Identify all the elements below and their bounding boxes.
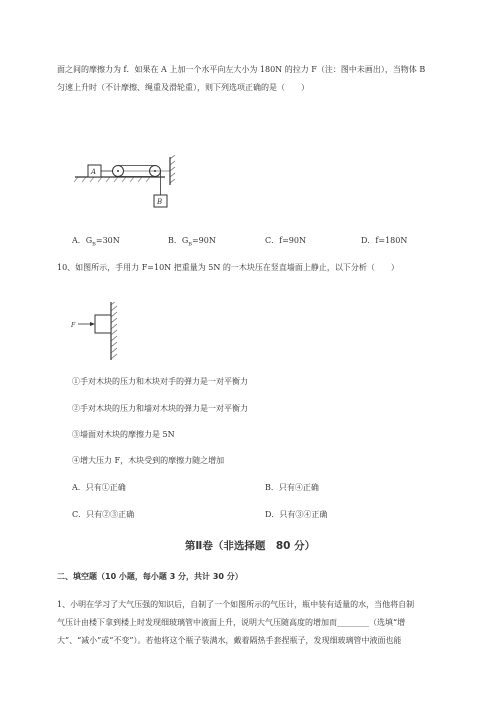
q9-option-b: B．$G_B=90N$	[168, 236, 216, 248]
part2-section-heading: 二、填空题（10 小题，每小题 3 分，共计 30 分）	[57, 572, 243, 581]
q9-text-line1: 面之间的摩擦力为 f．如果在 A 上加一个水平向左大小为 180N 的拉力 F（注：图中未画出），当物体 B	[57, 65, 426, 74]
q10-option-d: D．只有③④正确	[265, 510, 328, 519]
q10-option-c: C．只有②③正确	[72, 510, 135, 519]
q1-text-line2: 气压计由楼下拿到楼上时发现细玻璃管中液面上升，说明大气压随高度的增加而________（选填“增	[57, 618, 406, 627]
force-label-f: F	[71, 322, 76, 329]
q10-option-b: B．只有④正确	[265, 483, 319, 492]
part2-title: 第Ⅱ卷（非选择题 80 分）	[184, 540, 316, 552]
block-a-label: A	[91, 168, 97, 176]
q9-text-line2: 匀速上升时（不计摩擦、绳重及滑轮重），则下列选项正确的是（ ）	[57, 83, 309, 92]
q1-text-line3: 大”、“减小”或“不变”）。若他将这个瓶子装满水，戴着隔热手套捏瓶子，发现细玻璃管中液面也能	[57, 636, 402, 645]
q10-statement-4: ④增大压力 F，木块受到的摩擦力随之增加	[72, 456, 225, 465]
q9-option-c: C．f=90N	[265, 236, 306, 245]
wall-block-figure	[68, 302, 138, 364]
q9-option-a: A．$G_B=30N$	[72, 236, 120, 248]
block-b-label: B	[157, 198, 163, 206]
q9-option-d: D．f=180N	[361, 236, 408, 245]
q1-text-line1: 1、小明在学习了大气压强的知识后，自制了一个如图所示的气压计，瓶中装有适量的水，当他将自制	[57, 600, 415, 609]
q10-statement-3: ③墙面对木块的摩擦力是 5N	[72, 430, 175, 439]
q10-statement-1: ①手对木块的压力和木块对手的弹力是一对平衡力	[72, 377, 248, 386]
pulley-figure	[70, 155, 190, 215]
q10-statement-2: ②手对木块的压力和墙对木块的弹力是一对平衡力	[72, 404, 248, 413]
q10-option-a: A．只有①正确	[72, 483, 126, 492]
q10-stem: 10、如图所示，手用力 F=10N 把重量为 5N 的一木块压在竖直墙面上静止，以下分析（ ）	[57, 263, 399, 272]
